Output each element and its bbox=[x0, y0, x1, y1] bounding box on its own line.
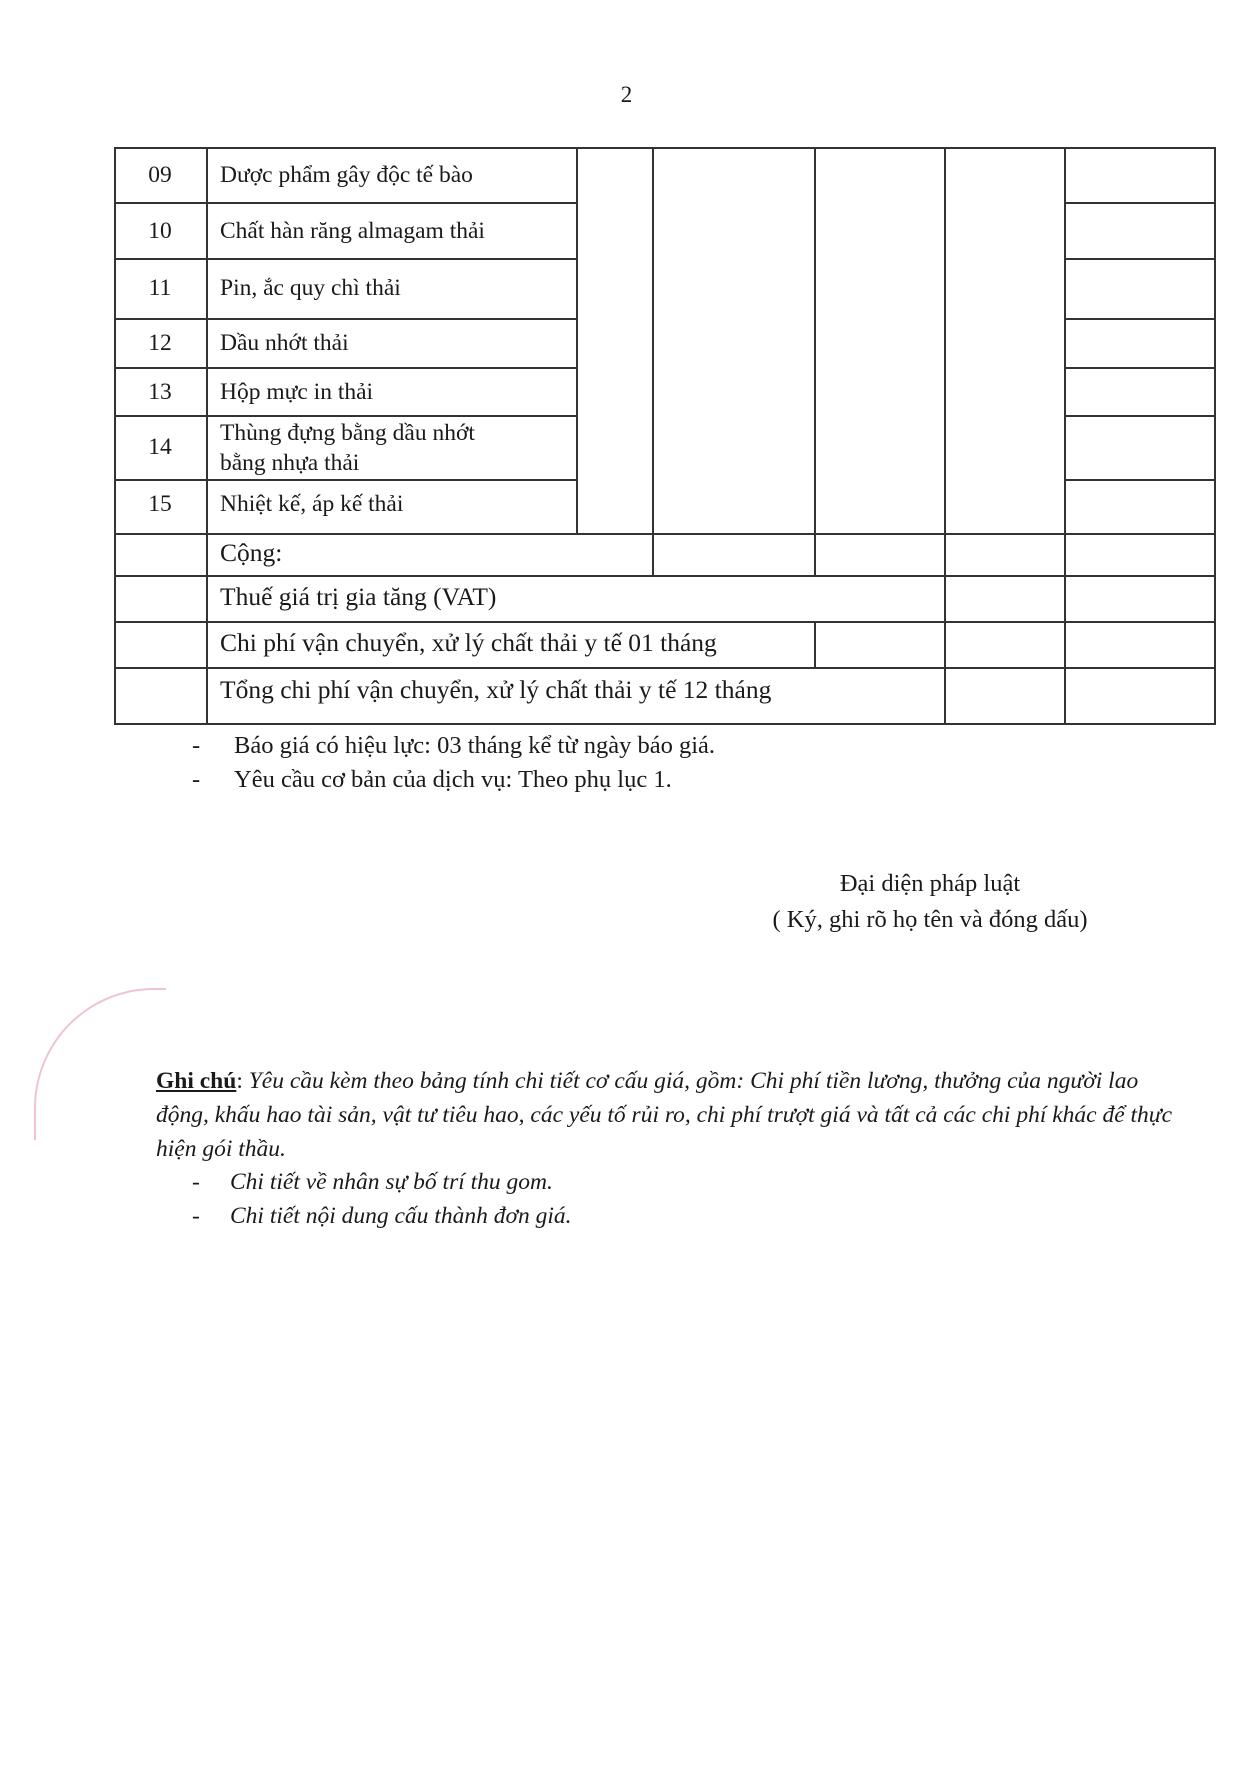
row-line bbox=[114, 667, 1216, 669]
table-divider-col5 bbox=[814, 621, 816, 667]
table-divider-name bbox=[576, 147, 578, 533]
row-name-line2: bằng nhựa thải bbox=[220, 450, 360, 476]
list-item: - Chi tiết về nhân sự bố trí thu gom. bbox=[192, 1165, 572, 1199]
table-border-top bbox=[114, 147, 1216, 149]
stamp-mark bbox=[34, 988, 166, 1140]
price-table bbox=[114, 147, 1216, 725]
table-divider-col4 bbox=[814, 147, 816, 575]
note-label: Ghi chú bbox=[156, 1068, 237, 1094]
row-line bbox=[1064, 367, 1216, 369]
row-stt: 11 bbox=[148, 275, 172, 301]
row-line bbox=[114, 479, 576, 481]
row-line bbox=[114, 621, 1216, 623]
list-item-text: Yêu cầu cơ bản của dịch vụ: Theo phụ lục 1. bbox=[234, 766, 672, 793]
list-item: - Yêu cầu cơ bản của dịch vụ: Theo phụ lục 1. bbox=[192, 763, 715, 797]
row-line bbox=[1064, 415, 1216, 417]
list-item-text: Chi tiết về nhân sự bố trí thu gom. bbox=[230, 1169, 553, 1195]
table-divider-col6 bbox=[944, 147, 946, 725]
row-line bbox=[114, 318, 576, 320]
row-line bbox=[1064, 258, 1216, 260]
vat-label: Thuế giá trị gia tăng (VAT) bbox=[220, 582, 497, 611]
signature-block bbox=[700, 866, 1160, 938]
row-name: Chất hàn răng almagam thải bbox=[220, 218, 485, 244]
signature-subtitle: ( Ký, ghi rõ họ tên và đóng dấu) bbox=[772, 906, 1088, 933]
row-stt: 14 bbox=[148, 434, 172, 460]
row-line bbox=[114, 202, 576, 204]
row-line bbox=[1064, 479, 1216, 481]
row-stt: 10 bbox=[148, 218, 172, 244]
row-line bbox=[1064, 318, 1216, 320]
row-name: Pin, ắc quy chì thải bbox=[220, 275, 401, 301]
row-name: Nhiệt kế, áp kế thải bbox=[220, 491, 404, 517]
row-name: Hộp mực in thải bbox=[220, 379, 374, 405]
table-border-right bbox=[1214, 147, 1216, 725]
page-number: 2 bbox=[620, 82, 633, 107]
conditions-list bbox=[192, 729, 715, 797]
row-stt: 12 bbox=[148, 330, 172, 356]
note-text: Yêu cầu kèm theo bảng tính chi tiết cơ cấu giá, gồm: Chi phí tiền lương, thưởng của người lao động, khấu hao tài sản, vật tư tiêu hao, các yếu tố rủi ro, chi phí trượt giá và tất cả các chi phí khác để thực hiện gói thầu. bbox=[156, 1068, 1173, 1162]
list-item-text: Chi tiết nội dung cấu thành đơn giá. bbox=[230, 1203, 572, 1229]
row-line bbox=[114, 258, 576, 260]
table-border-bottom bbox=[114, 723, 1216, 725]
total-label: Cộng: bbox=[220, 538, 283, 567]
signature-title: Đại diện pháp luật bbox=[839, 870, 1021, 897]
row-line bbox=[114, 533, 1216, 535]
row-name-line1: Thùng đựng bằng dầu nhớt bbox=[220, 420, 475, 446]
monthly-cost-label: Chi phí vận chuyển, xử lý chất thải y tế 01 tháng bbox=[220, 628, 717, 657]
note-paragraph: Ghi chú: Yêu cầu kèm theo bảng tính chi tiết cơ cấu giá, gồm: Chi phí tiền lương, thưởng của người lao động, khấu hao tài sản, vật tư tiêu hao, các yếu tố rủi ro, chi phí trượt giá và tất cả các chi phí khác để thực hiện gói thầu. bbox=[156, 1068, 1173, 1162]
row-stt: 09 bbox=[148, 162, 172, 188]
table-divider-stt bbox=[206, 147, 208, 725]
row-name: Dược phẩm gây độc tế bào bbox=[220, 162, 473, 188]
table-divider-col7 bbox=[1064, 147, 1066, 725]
note-list bbox=[192, 1165, 572, 1233]
yearly-cost-label: Tổng chi phí vận chuyển, xử lý chất thải y tế 12 tháng bbox=[220, 675, 772, 704]
row-name: Dầu nhớt thải bbox=[220, 330, 349, 356]
row-stt: 13 bbox=[148, 379, 172, 405]
row-line bbox=[1064, 202, 1216, 204]
row-line bbox=[114, 575, 1216, 577]
table-divider-col3 bbox=[652, 147, 654, 575]
row-line bbox=[114, 367, 576, 369]
row-stt: 15 bbox=[148, 491, 172, 517]
list-item-text: Báo giá có hiệu lực: 03 tháng kể từ ngày báo giá. bbox=[234, 732, 716, 759]
list-item: - Báo giá có hiệu lực: 03 tháng kể từ ngày báo giá. bbox=[192, 729, 715, 763]
list-item: - Chi tiết nội dung cấu thành đơn giá. bbox=[192, 1199, 572, 1233]
row-line bbox=[114, 415, 576, 417]
